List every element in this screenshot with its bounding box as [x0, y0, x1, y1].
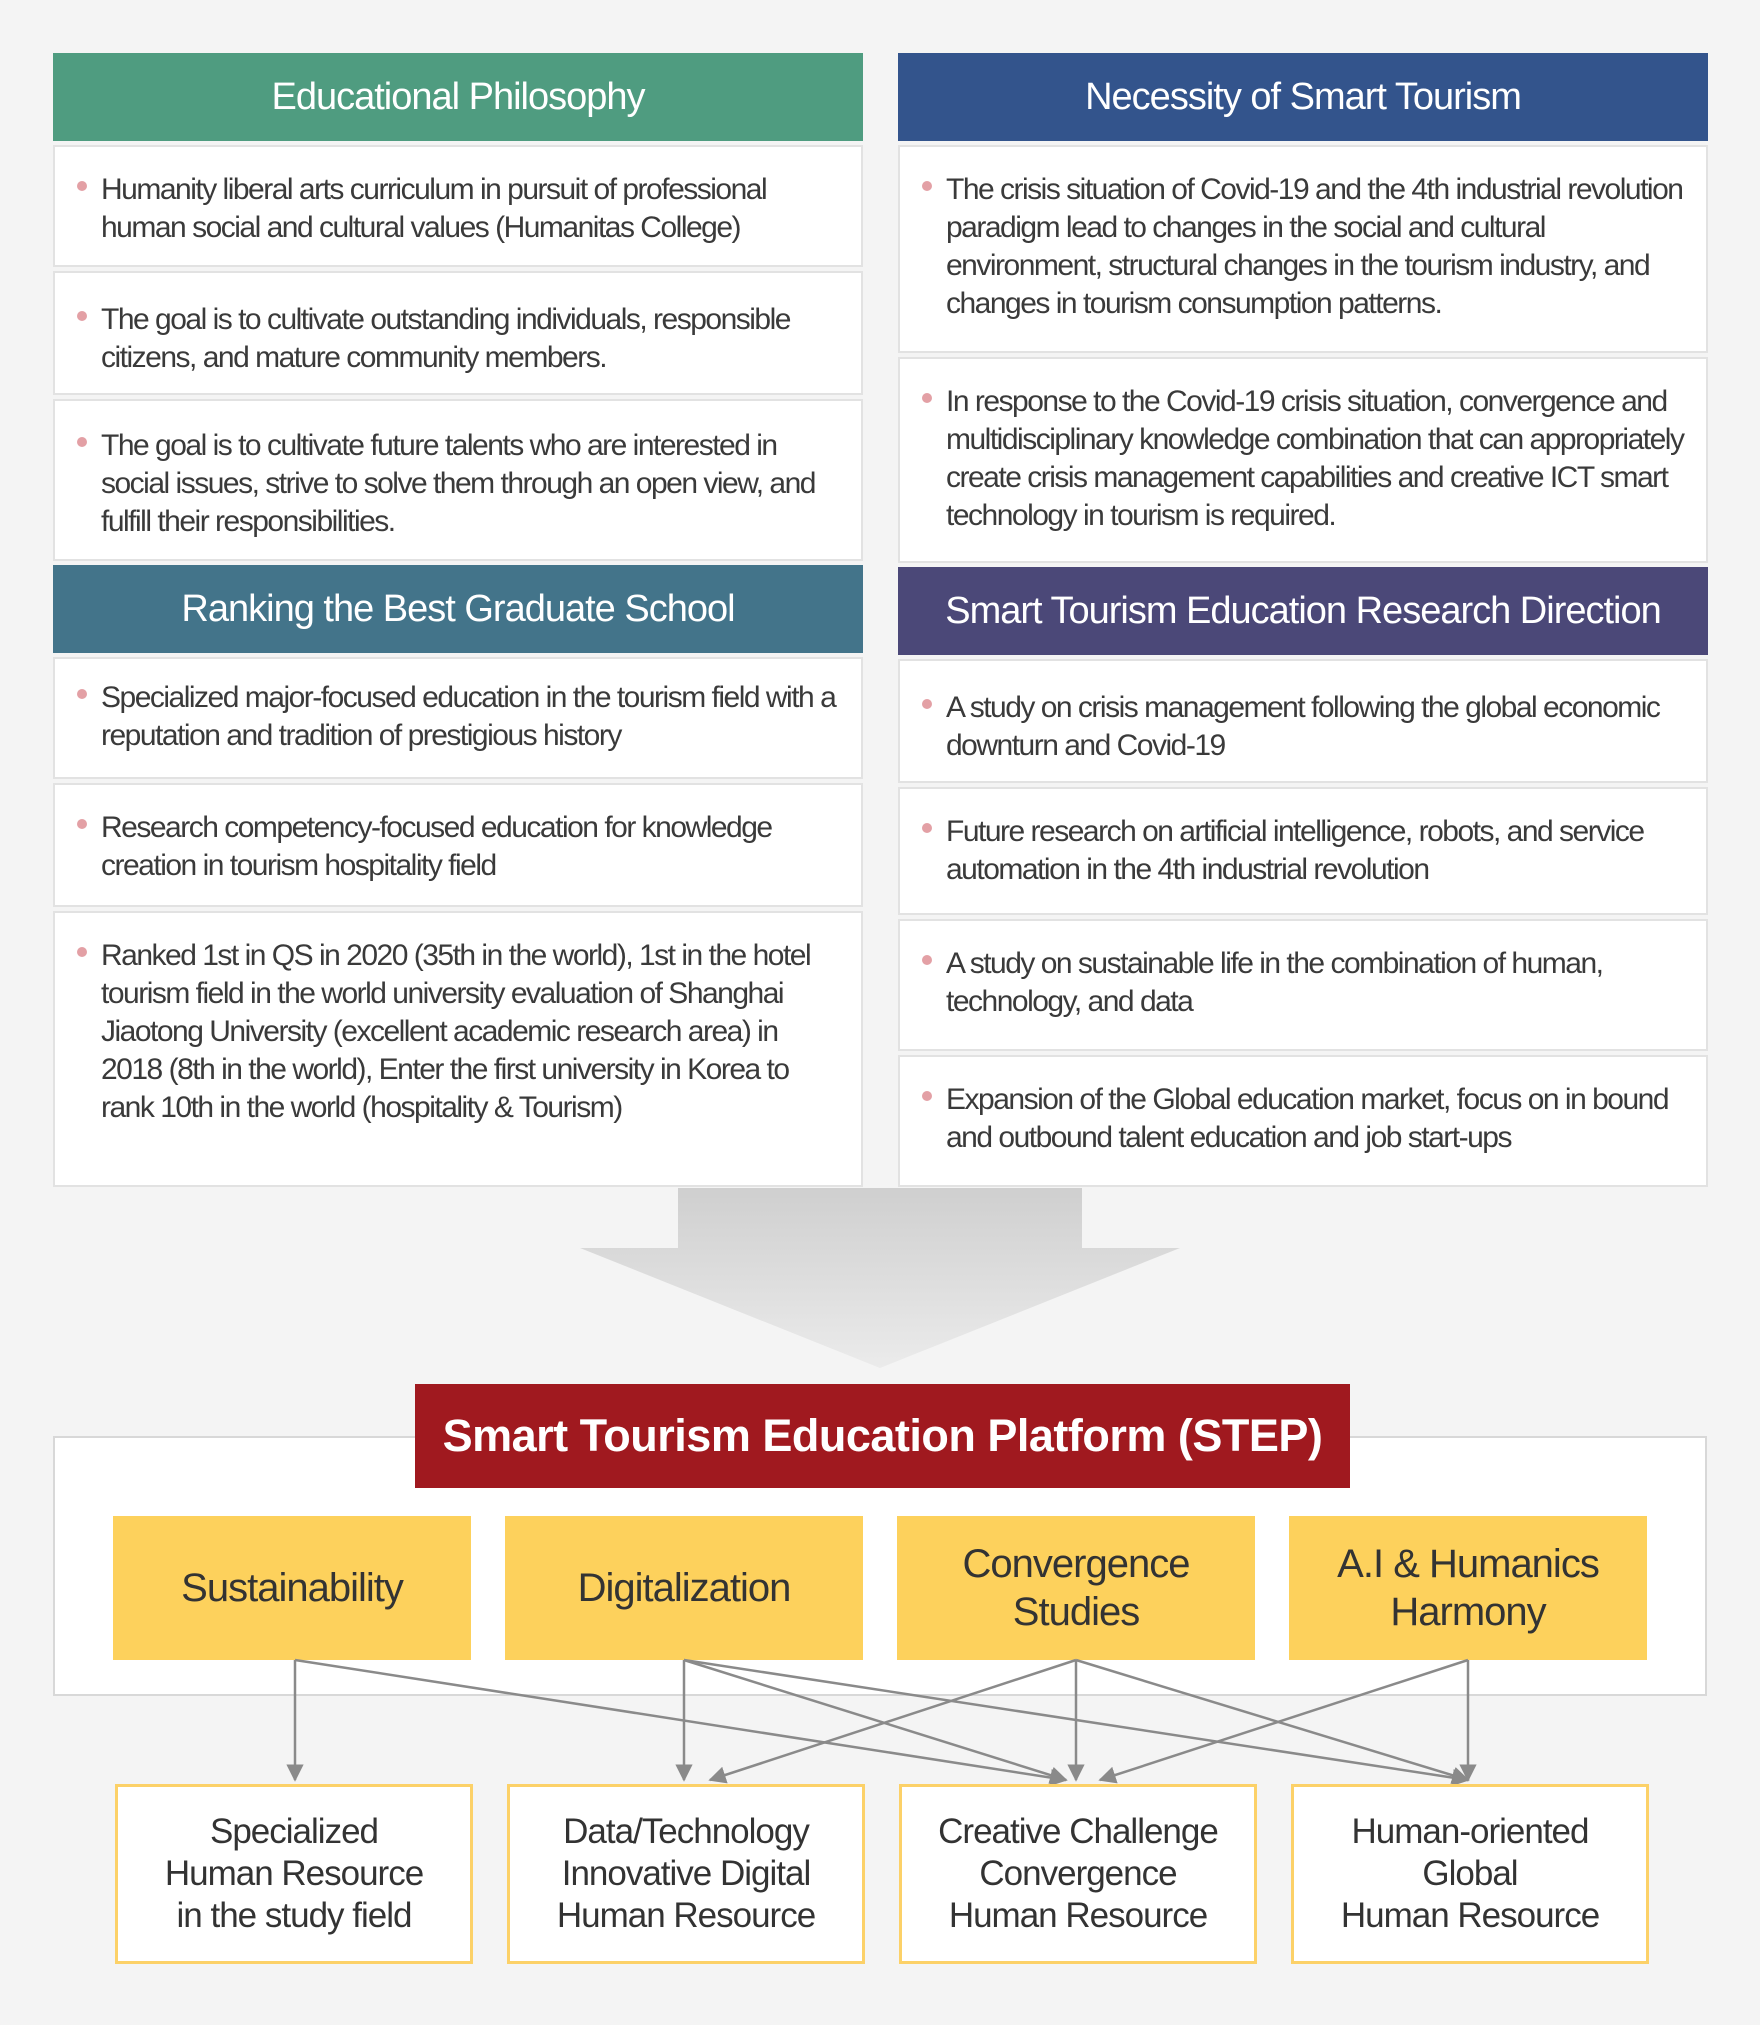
platform-title-text: Smart Tourism Education Platform (STEP) — [442, 1410, 1323, 1461]
section-title: Educational Philosophy — [271, 75, 645, 118]
item-text: Research competency-focused education for knowledge creation in tourism hospitality field — [101, 811, 772, 882]
outcome-label: Creative Challenge Convergence Human Resource — [938, 1812, 1218, 1935]
item-text: Humanity liberal arts curriculum in pursuit of professional human social and cultural values (Humanitas College) — [101, 173, 767, 244]
item-text: Specialized major-focused education in the tourism field with a reputation and tradition of prestigious history — [101, 681, 836, 752]
connector-line — [295, 1660, 1066, 1780]
section-title: Smart Tourism Education Research Direction — [945, 589, 1661, 632]
outcome-specialized — [115, 1784, 473, 1964]
section-title: Necessity of Smart Tourism — [1085, 75, 1521, 118]
item-text: Expansion of the Global education market, focus on in bound and outbound talent education and job start-ups — [946, 1083, 1669, 1154]
item-text: The goal is to cultivate future talents who are interested in social issues, strive to solve them through an open view, and fulfill their responsibilities. — [101, 429, 815, 538]
item-text: A study on crisis management following the global economic downturn and Covid-19 — [946, 691, 1660, 762]
outcome-global — [1291, 1784, 1649, 1964]
item-text: Future research on artificial intelligence, robots, and service automation in the 4th industrial revolution — [946, 815, 1644, 886]
outcome-label: Specialized Human Resource in the study field — [164, 1812, 424, 1935]
pillar-label: A.I & Humanics Harmony — [1337, 1542, 1599, 1634]
outcome-digital — [507, 1784, 865, 1964]
item-text: The goal is to cultivate outstanding individuals, responsible citizens, and mature community members. — [101, 303, 790, 374]
item-text: Ranked 1st in QS in 2020 (35th in the world), 1st in the hotel tourism field in the world university evaluation of Shanghai Jiaotong University (excellent academic research area) in 2018 (8th in the world), Enter the first university in Korea to rank 10th in the world (hospitality & Tourism) — [101, 939, 811, 1124]
pillar-label: Digitalization — [577, 1566, 791, 1610]
connector-line — [684, 1660, 1066, 1780]
section-title: Ranking the Best Graduate School — [181, 587, 735, 630]
item-text: The crisis situation of Covid-19 and the 4th industrial revolution paradigm lead to changes in the social and cultural environment, structural changes in the tourism industry, and changes in tourism consumption patterns. — [946, 173, 1683, 320]
outcome-convergence — [899, 1784, 1257, 1964]
pillar-label: Sustainability — [181, 1566, 403, 1610]
item-text: A study on sustainable life in the combination of human, technology, and data — [946, 947, 1603, 1018]
pillar-label: Convergence Studies — [962, 1542, 1190, 1634]
item-text: In response to the Covid-19 crisis situation, convergence and multidisciplinary knowledge combination that can appropriately create crisis management capabilities and creative ICT smart technology in tourism is required. — [946, 385, 1684, 532]
outcome-label: Data/Technology Innovative Digital Human Resource — [556, 1812, 816, 1935]
outcome-label: Human-oriented Global Human Resource — [1340, 1812, 1600, 1935]
connector-line — [710, 1660, 1076, 1780]
